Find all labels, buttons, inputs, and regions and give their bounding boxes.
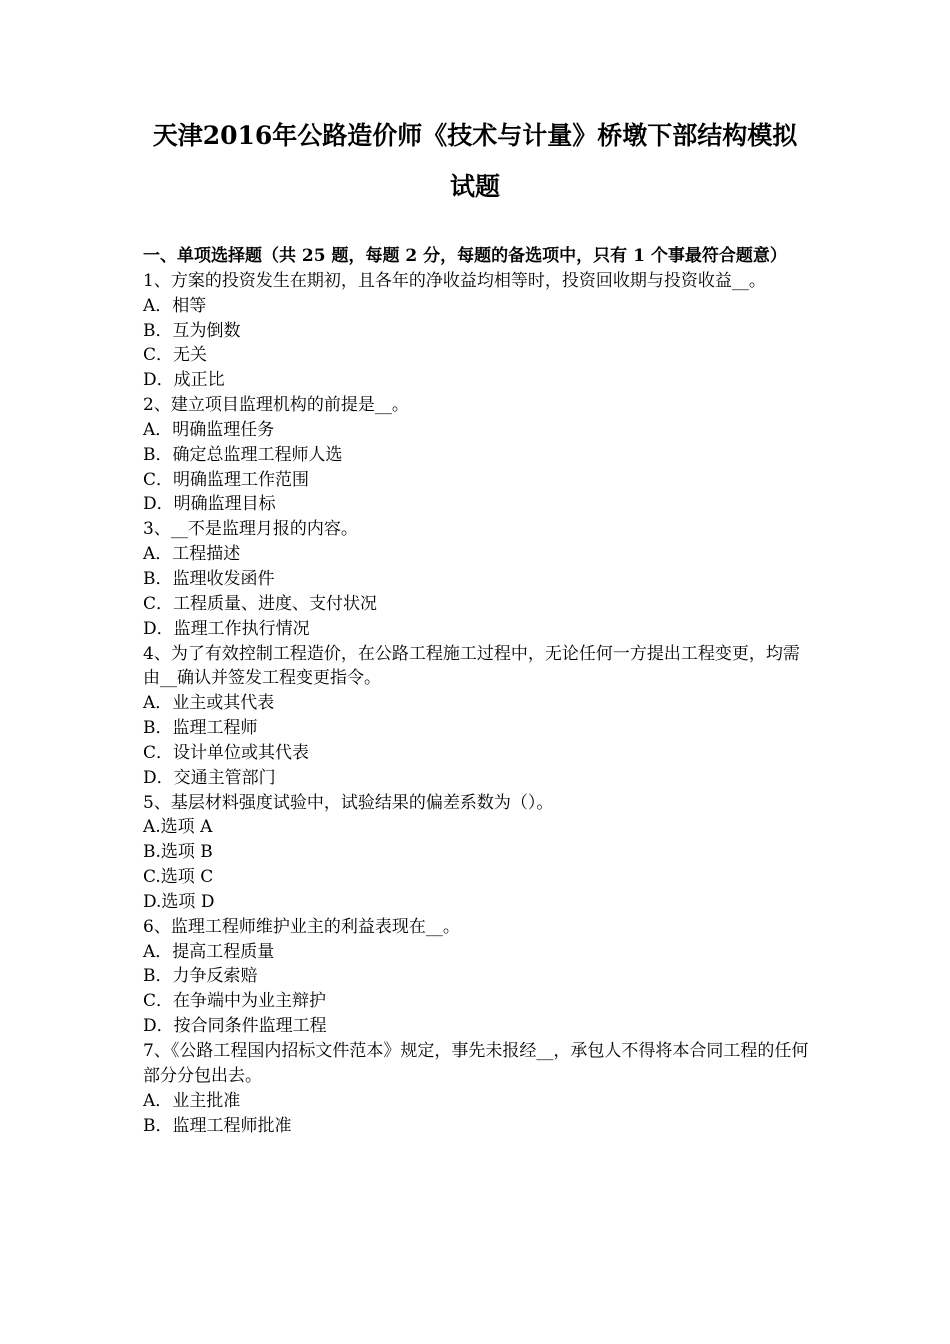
question-text: 2、建立项目监理机构的前提是__。 xyxy=(143,395,409,416)
question-2 xyxy=(143,393,811,517)
option-b: B．监理收发函件 xyxy=(143,568,275,589)
option-b: B.选项 B xyxy=(143,842,213,863)
document-body xyxy=(143,244,811,1138)
option-c: C．在争端中为业主辩护 xyxy=(143,991,327,1012)
question-text: 5、基层材料强度试验中，试验结果的偏差系数为（）。 xyxy=(143,792,554,813)
question-7 xyxy=(143,1039,811,1138)
question-text: 7、《公路工程国内招标文件范本》规定，事先未报经__，承包人不得将本合同工程的任何部分分包出去。 xyxy=(143,1041,809,1086)
option-a: A．业主或其代表 xyxy=(143,693,275,714)
question-1 xyxy=(143,269,811,393)
option-a: A．业主批准 xyxy=(143,1090,241,1111)
option-b: B．确定总监理工程师人选 xyxy=(143,444,343,465)
question-text: 3、__不是监理月报的内容。 xyxy=(143,519,358,540)
option-d: D．交通主管部门 xyxy=(143,767,276,788)
question-4 xyxy=(143,642,811,791)
option-d: D．明确监理目标 xyxy=(143,494,276,515)
document-title: 天津2016年公路造价师《技术与计量》桥墩下部结构模拟 xyxy=(152,121,798,150)
question-3 xyxy=(143,517,811,641)
option-d: D．按合同条件监理工程 xyxy=(143,1016,327,1037)
option-d: D．成正比 xyxy=(143,370,225,391)
option-b: B．监理工程师 xyxy=(143,718,258,739)
option-d: D．监理工作执行情况 xyxy=(143,618,310,639)
option-d: D.选项 D xyxy=(143,891,215,912)
option-c: C．明确监理工作范围 xyxy=(143,469,310,490)
section-heading: 一、单项选择题（共 25 题，每题 2 分，每题的备选项中，只有 1 个事最符合题意） xyxy=(143,246,787,266)
question-5 xyxy=(143,791,811,915)
question-text: 1、方案的投资发生在期初，且各年的净收益均相等时，投资回收期与投资收益__。 xyxy=(143,270,766,291)
option-a: A．工程描述 xyxy=(143,544,241,565)
option-a: A．提高工程质量 xyxy=(143,941,275,962)
option-c: C．设计单位或其代表 xyxy=(143,742,310,763)
option-b: B．监理工程师批准 xyxy=(143,1115,292,1136)
question-text: 6、监理工程师维护业主的利益表现在__。 xyxy=(143,916,460,937)
option-a: A.选项 A xyxy=(143,817,213,838)
option-c: C.选项 C xyxy=(143,867,214,888)
document-title-continued: 试题 xyxy=(449,172,500,201)
option-b: B．互为倒数 xyxy=(143,320,241,341)
question-text: 4、为了有效控制工程造价，在公路工程施工过程中，无论任何一方提出工程变更，均需由__确认并签发工程变更指令。 xyxy=(143,643,800,689)
option-c: C．无关 xyxy=(143,345,208,366)
question-6 xyxy=(143,915,811,1039)
option-a: A．明确监理任务 xyxy=(143,419,275,440)
option-b: B．力争反索赔 xyxy=(143,966,258,987)
option-a: A．相等 xyxy=(143,295,207,316)
option-c: C．工程质量、进度、支付状况 xyxy=(143,593,378,614)
